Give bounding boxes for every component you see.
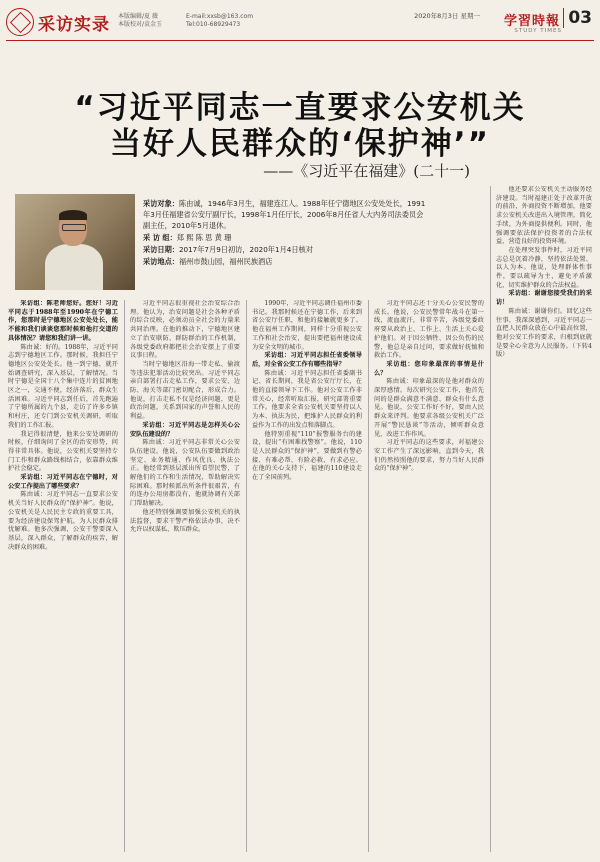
article-column-5 bbox=[496, 186, 592, 852]
headline-line-2: 当好人民群众的‘保护神’” bbox=[110, 126, 490, 162]
study-times-label: STUDY TIMES bbox=[514, 28, 562, 34]
answer-paragraph: 陈由诚：习近平同志非常关心公安队伍建设。他说，公安队伍要做到政治坚定、业务精通、作风优良、执法公正。他经常到基层派出所看望民警，了解他们的工作和生活情况，帮助解决实际困难。那时候派出所条件很艰苦，有的连办公用房都没有，他就协调有关部门帮助解决。 bbox=[130, 439, 240, 508]
interview-date-label: 采访日期： bbox=[143, 245, 179, 254]
column-divider bbox=[368, 300, 369, 852]
contact-info bbox=[186, 13, 253, 29]
email-line: E-mail:xxsb@163.com bbox=[186, 13, 254, 20]
question-paragraph: 采访组：谢谢您接受我们的采访！ bbox=[496, 290, 592, 307]
issue-date bbox=[414, 12, 480, 21]
question-paragraph: 采访组：您印象最深的事情是什么？ bbox=[374, 360, 484, 377]
column-divider bbox=[124, 300, 125, 852]
answer-paragraph: 1990年，习近平同志调任福州市委书记。我那时候还在宁德工作，后来到省公安厅任职，和他的接触就更多了。他在福州工作期间，同样十分重视公安工作和社会治安，提出要把福州建设成为安全文明的城市。 bbox=[252, 300, 362, 351]
answer-paragraph: 陈由诚：谢谢你们。回忆这些往事，我深深感到，习近平同志一直把人民群众放在心中最高位置，他对公安工作的要求，归根到底就是要全心全意为人民服务。（下转4版） bbox=[496, 307, 592, 359]
answer-paragraph: 陈由诚：习近平同志担任省委副书记、省长期间，我是省公安厅厅长，在他的直接领导下工作。他对公安工作非常关心，经常听取汇报，研究部署重要工作。他要求全省公安机关要坚持以人为本、执法为民，把维护人民群众的利益作为工作的出发点和落脚点。 bbox=[252, 369, 362, 429]
interviewee-label: 采访对象： bbox=[143, 199, 179, 208]
answer-paragraph: 陈由诚：好的。1988年，习近平同志到宁德地区工作。那时候，我担任宁德地区公安处处长。他一到宁德，就开始调查研究，深入基层，了解情况。当时宁德是全国十八个集中连片的贫困地区之一，交通不便，经济落后，群众生活困难。习近平同志到任后，首先跑遍了宁德所属的九个县，走访了许多乡镇和村庄，还专门到公安机关调研，听取我们的工作汇报。 bbox=[8, 343, 118, 429]
interviewee-value: 陈由诚，1946年3月生，福建连江人。1988年任宁德地区公安处处长，1991年3月任福建省公安厅副厅长，1998年1月任厅长，2006年8月任省人大内务司法委员会副主任，2010年5月退休。 bbox=[143, 199, 426, 230]
answer-paragraph: 习近平同志还十分关心公安民警的成长。他说，公安民警常年战斗在第一线，流血流汗，非常辛苦，各级党委政府要从政治上、工作上、生活上关心爱护他们。对于因公牺牲、因公负伤的民警，他总是亲自过问，要求做好抚恤和救治工作。 bbox=[374, 300, 484, 360]
reporter-value: 郑 熙 陈 思 黄 珊 bbox=[176, 233, 232, 242]
answer-paragraph: 习近平同志的这些要求，对福建公安工作产生了深远影响，直到今天，我们仍然按照他的要求，努力当好人民群众的“保护神”。 bbox=[374, 439, 484, 473]
interviewee-photo bbox=[15, 194, 135, 290]
answer-paragraph: 陈由诚：习近平同志一直要求公安机关当好人民群众的“保护神”。他说，公安机关是人民民主专政的重要工具，要为经济建设保驾护航，为人民群众排忧解难。他多次强调，公安干警要深入基层，深入群众，了解群众的疾苦，解决群众的困难。 bbox=[8, 491, 118, 551]
reporter-row bbox=[143, 232, 428, 243]
headline-subtitle: ——《习近平在福建》(二十一) bbox=[263, 162, 470, 180]
photo-figure-hair bbox=[59, 210, 87, 220]
answer-paragraph: 他还要求公安机关主动服务经济建设。当时福建正处于改革开放的前沿，外商投资不断增加，他要求公安机关改进出入境管理，简化手续，为外商提供便利。同时，他强调要依法保护投资者的合法权益，营造良好的投资环境。 bbox=[496, 186, 592, 246]
header-divider bbox=[6, 40, 594, 41]
editor-info bbox=[118, 13, 162, 29]
photo-figure-glasses bbox=[62, 224, 86, 231]
question-paragraph: 采访组：习近平同志担任省委领导后，对全省公安工作有哪些指导？ bbox=[252, 352, 362, 368]
interview-info bbox=[143, 198, 428, 268]
newspaper-name: 学習時報 bbox=[503, 14, 560, 29]
place-value: 福州市鼓山园，福州民族酒店 bbox=[178, 257, 273, 266]
date-row bbox=[143, 244, 428, 255]
section-emblem-icon bbox=[6, 8, 34, 36]
photo-figure-body bbox=[45, 244, 103, 290]
question-paragraph: 采访组：陈老师您好。您好！习近平同志于1988年至1990年在宁德工作，您那时是宁德地区公安处处长，能不能和我们谈谈您那时候和他打交道的具体情况？请您和我们讲一讲。 bbox=[8, 300, 118, 342]
answer-paragraph: 他还特别强调要加强公安机关的执法监督，要求干警严格依法办事，决不允许以权谋私、欺压群众。 bbox=[130, 508, 240, 534]
column-divider bbox=[490, 186, 491, 852]
page-number: 03 bbox=[563, 8, 592, 28]
interview-date-value: 2017年7月9日初访，2020年1月4日核对 bbox=[178, 245, 313, 254]
article-column-3 bbox=[252, 300, 362, 852]
article-column-4 bbox=[374, 300, 484, 852]
section-title: 采访实录 bbox=[38, 15, 110, 35]
interviewee-row bbox=[143, 198, 428, 231]
phone-line: Tel:010-68929473 bbox=[186, 21, 241, 28]
article-column-1 bbox=[8, 300, 118, 852]
answer-paragraph: 他特别重视“110”报警服务台的建设，提出“有困难找警察”。他说，110是人民群众的“保护神”，要做到有警必接、有难必帮、有险必救、有求必应。在他的关心支持下，福建的110建设走在了全国前列。 bbox=[252, 430, 362, 482]
column-divider bbox=[246, 300, 247, 852]
headline-line-1: “习近平同志一直要求公安机关 bbox=[74, 90, 526, 126]
answer-paragraph: 当时宁德地区沿海一带走私、偷渡等违法犯罪活动比较突出。习近平同志亲自部署打击走私工作，要求公安、边防、海关等部门密切配合，形成合力。他说，打击走私不仅是经济问题，更是政治问题，关系到国家的声誉和人民的利益。 bbox=[130, 360, 240, 421]
question-paragraph: 采访组：习近平同志在宁德时，对公安工作提出了哪些要求？ bbox=[8, 474, 118, 490]
reporter-label: 采 访 组： bbox=[143, 233, 177, 242]
article-column-2 bbox=[130, 300, 240, 852]
question-paragraph: 采访组：习近平同志是怎样关心公安队伍建设的？ bbox=[130, 421, 240, 438]
answer-paragraph: 陈由诚：印象最深的是他对群众的深厚感情。每次研究公安工作，他首先问的是群众满意不满意、群众有什么意见。他说，公安工作好不好，要由人民群众来评判。他要求各级公安机关广泛开展“警民恳谈”等活动，倾听群众意见，改进工作作风。 bbox=[374, 378, 484, 438]
editor-line: 本版编辑/夏 薇 bbox=[118, 13, 158, 20]
answer-paragraph: 我记得很清楚，他来公安处调研的时候，仔细询问了全区的治安形势，问得非常具体。他说，公安机关要坚持专门工作和群众路线相结合，依靠群众维护社会稳定。 bbox=[8, 430, 118, 473]
answer-paragraph: 习近平同志很重视社会治安综合治理。他认为，治安问题是社会各种矛盾的综合反映，必须动员全社会的力量来共同治理。在他的推动下，宁德地区建立了治安联防、群防群治的工作机制，各级党委政府都把社会治安摆上了重要议事日程。 bbox=[130, 300, 240, 360]
answer-paragraph: 在处理突发事件时，习近平同志总是沉着冷静，坚持依法处置、以人为本。他说，处理群体性事件，要以疏导为主，避免矛盾激化，切实维护群众的合法权益。 bbox=[496, 246, 592, 289]
date-line: 2020年8月3日 星期一 bbox=[414, 12, 480, 20]
place-row bbox=[143, 256, 428, 267]
proofreader-line: 本版校对/袁金玉 bbox=[118, 21, 163, 28]
place-label: 采访地点： bbox=[143, 257, 179, 266]
